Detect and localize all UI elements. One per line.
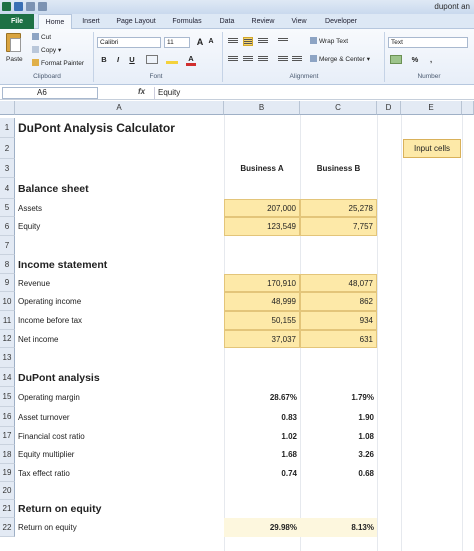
input-cell[interactable]: 934	[300, 311, 377, 330]
font-size-select[interactable]: 11	[164, 37, 190, 48]
merge-center-button[interactable]: Merge & Center ▾	[310, 55, 370, 63]
section-heading[interactable]: Return on equity	[18, 503, 102, 515]
cut-label: Cut	[41, 34, 52, 41]
header-business-a[interactable]: Business A	[240, 164, 284, 173]
tab-home[interactable]: Home	[38, 14, 72, 29]
tab-insert[interactable]: Insert	[82, 18, 100, 25]
copy-button[interactable]: Copy ▾	[32, 46, 61, 54]
shrink-font-button[interactable]: A	[208, 38, 214, 45]
row-header[interactable]: 12	[0, 330, 15, 348]
tab-formulas[interactable]: Formulas	[172, 18, 202, 25]
increase-indent-icon[interactable]	[292, 55, 302, 64]
row-header[interactable]: 14	[0, 368, 15, 387]
align-bottom-icon[interactable]	[258, 37, 268, 46]
paste-button[interactable]: Paste	[6, 56, 23, 63]
name-box[interactable]: A6	[2, 87, 98, 99]
wrap-text-label: Wrap Text	[319, 38, 349, 45]
copy-icon	[32, 46, 39, 53]
align-top-icon[interactable]	[228, 37, 238, 46]
row-header[interactable]: 2	[0, 138, 15, 159]
row-label[interactable]: Revenue	[18, 278, 51, 288]
column-header-a[interactable]: A	[15, 101, 224, 115]
undo-icon[interactable]	[26, 2, 35, 11]
input-cell[interactable]: 25,278	[300, 199, 377, 217]
percent-button[interactable]: %	[411, 55, 419, 64]
tab-file[interactable]: File	[0, 14, 34, 29]
font-group-label: Font	[149, 73, 163, 80]
column-header-f[interactable]	[462, 101, 474, 115]
formula-bar	[0, 86, 474, 100]
tab-page-layout[interactable]: Page Layout	[116, 18, 156, 25]
wrap-text-button[interactable]	[310, 37, 348, 45]
column-header-d[interactable]: D	[377, 101, 401, 115]
format-painter-label: Format Painter	[41, 60, 84, 67]
row-header[interactable]: 15	[0, 387, 15, 407]
row-label[interactable]: Operating income	[18, 297, 82, 306]
comma-button[interactable]: ,	[429, 55, 433, 64]
orientation-icon[interactable]	[278, 37, 288, 46]
row-header[interactable]: 6	[0, 217, 15, 236]
title-bar	[0, 0, 474, 14]
underline-button[interactable]: U	[129, 55, 135, 64]
row-header[interactable]: 13	[0, 348, 15, 368]
align-center-icon[interactable]	[243, 55, 253, 64]
number-format-select[interactable]: Text	[388, 37, 468, 48]
currency-icon[interactable]	[390, 55, 402, 64]
wrap-text-icon	[310, 37, 317, 44]
calc-cell[interactable]: 0.68	[358, 468, 374, 478]
row-header[interactable]: 18	[0, 445, 15, 464]
input-cell[interactable]: 207,000	[224, 199, 300, 217]
borders-icon[interactable]	[146, 55, 158, 64]
align-middle-icon[interactable]	[243, 37, 253, 46]
input-cells-legend[interactable]: Input cells	[403, 139, 461, 158]
row-header[interactable]: 17	[0, 427, 15, 445]
align-left-icon[interactable]	[228, 55, 238, 64]
row-header[interactable]: 4	[0, 178, 15, 199]
column-header-e[interactable]: E	[401, 101, 462, 115]
row-header[interactable]: 11	[0, 311, 15, 330]
cut-button[interactable]	[32, 33, 51, 41]
row-header[interactable]: 7	[0, 236, 15, 255]
formula-input[interactable]: Equity	[154, 87, 474, 99]
calc-cell[interactable]: 0.83	[281, 412, 297, 422]
gridline	[462, 115, 463, 551]
row-header[interactable]: 1	[0, 118, 15, 138]
excel-logo-icon	[2, 2, 11, 11]
row-label[interactable]: Equity	[18, 222, 41, 231]
column-header-b[interactable]: B	[224, 101, 300, 115]
bold-button[interactable]: B	[101, 55, 107, 64]
grow-font-button[interactable]: A	[196, 37, 204, 47]
row-header[interactable]: 19	[0, 464, 15, 482]
row-label[interactable]: Income before tax	[18, 316, 83, 325]
input-cell[interactable]: 48,077	[300, 274, 377, 292]
gridline	[401, 115, 402, 551]
roe-result-cell[interactable]: 29.98%	[224, 518, 300, 537]
header-business-b[interactable]: Business B	[316, 164, 361, 173]
input-cell[interactable]: 862	[300, 292, 377, 311]
input-cell[interactable]: 37,037	[224, 330, 300, 348]
row-label[interactable]: Assets	[18, 203, 43, 213]
row-label[interactable]: Asset turnover	[18, 412, 70, 422]
paste-icon[interactable]	[6, 33, 21, 52]
font-name-select[interactable]: Calibri	[97, 37, 161, 48]
merge-center-label: Merge & Center	[319, 56, 365, 63]
ribbon-tabs	[0, 14, 474, 29]
row-header[interactable]: 20	[0, 482, 15, 500]
row-label[interactable]: Tax effect ratio	[18, 468, 70, 478]
brush-icon	[32, 59, 39, 66]
align-right-icon[interactable]	[258, 55, 268, 64]
tab-view[interactable]: View	[291, 18, 307, 25]
roe-result-cell[interactable]: 8.13%	[300, 518, 377, 537]
insert-function-icon[interactable]: fx	[138, 87, 146, 96]
input-cell[interactable]: 170,910	[224, 274, 300, 292]
scissors-icon	[32, 33, 39, 40]
column-header-c[interactable]: C	[300, 101, 377, 115]
row-label[interactable]: Return on equity	[18, 523, 77, 532]
copy-label: Copy	[41, 47, 57, 54]
row-header[interactable]: 9	[0, 274, 15, 292]
number-group-label: Number	[417, 73, 441, 80]
select-all-corner[interactable]	[0, 101, 15, 115]
input-cell[interactable]: 7,757	[300, 217, 377, 236]
group-divider	[93, 32, 94, 82]
row-label[interactable]: Equity multiplier	[18, 450, 75, 459]
row-label[interactable]: Financial cost ratio	[18, 431, 85, 441]
row-header[interactable]: 10	[0, 292, 15, 311]
sheet-title[interactable]: DuPont Analysis Calculator	[18, 121, 175, 135]
tab-developer[interactable]: Developer	[325, 18, 357, 25]
quick-access-toolbar	[2, 2, 47, 11]
calc-cell[interactable]: 3.26	[358, 450, 374, 459]
calc-cell[interactable]: 28.67%	[269, 392, 297, 402]
italic-button[interactable]: I	[116, 55, 120, 64]
save-icon[interactable]	[14, 2, 23, 11]
input-cell[interactable]: 123,549	[224, 217, 300, 236]
gridline	[377, 115, 378, 551]
row-label[interactable]: Operating margin	[18, 392, 80, 402]
font-color-button[interactable]: A	[186, 54, 196, 66]
calc-cell[interactable]: 1.08	[358, 431, 374, 441]
calc-cell[interactable]: 1.68	[281, 450, 297, 459]
group-divider	[384, 32, 385, 82]
section-heading[interactable]: Income statement	[18, 258, 108, 271]
row-header[interactable]: 22	[0, 518, 15, 537]
tab-data[interactable]: Data	[219, 18, 235, 25]
redo-icon[interactable]	[38, 2, 47, 11]
group-divider	[222, 32, 223, 82]
calc-cell[interactable]: 0.74	[281, 468, 297, 478]
row-label[interactable]: Net income	[18, 334, 59, 344]
calc-cell[interactable]: 1.79%	[351, 392, 374, 402]
input-cell[interactable]: 50,155	[224, 311, 300, 330]
decrease-indent-icon[interactable]	[278, 55, 288, 64]
calc-cell[interactable]: 1.90	[358, 412, 374, 422]
input-cell[interactable]: 631	[300, 330, 377, 348]
ribbon	[0, 29, 474, 85]
fill-color-icon[interactable]	[166, 55, 178, 64]
input-cell[interactable]: 48,999	[224, 292, 300, 311]
format-painter-button[interactable]	[32, 59, 84, 67]
alignment-group-label: Alignment	[289, 73, 319, 80]
merge-icon	[310, 55, 317, 62]
calc-cell[interactable]: 1.02	[281, 431, 297, 441]
section-heading[interactable]: DuPont analysis	[18, 371, 100, 384]
row-header[interactable]: 5	[0, 199, 15, 217]
row-header[interactable]: 16	[0, 407, 15, 427]
window-title: dupont an	[434, 2, 470, 11]
tab-review[interactable]: Review	[251, 18, 275, 25]
row-header[interactable]: 3	[0, 159, 15, 178]
row-header[interactable]: 21	[0, 500, 15, 518]
row-header[interactable]: 8	[0, 255, 15, 274]
section-heading[interactable]: Balance sheet	[18, 182, 89, 195]
clipboard-group-label: Clipboard	[33, 73, 61, 80]
